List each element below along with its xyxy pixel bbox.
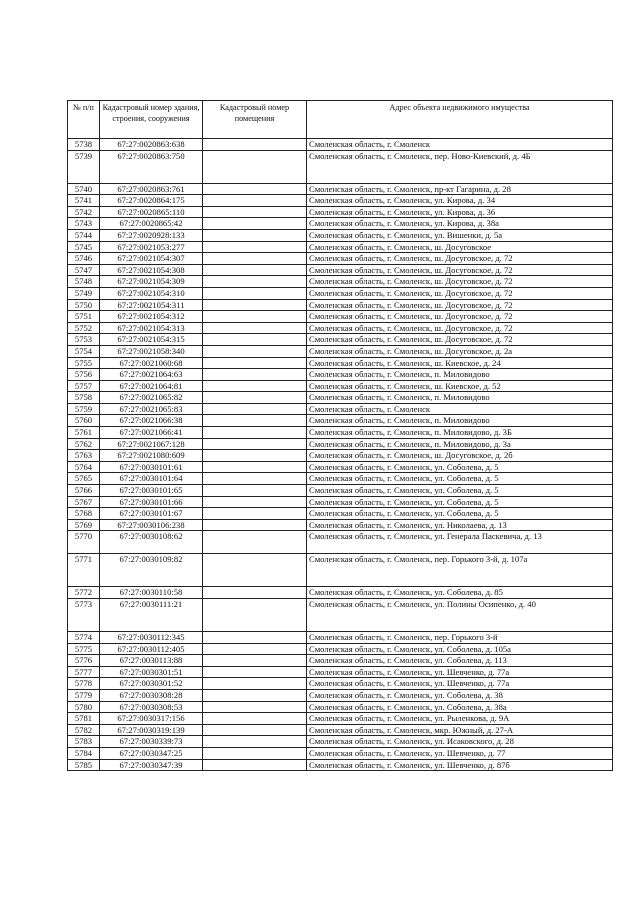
cell-cadastral-room [203,632,307,644]
table-row [68,345,613,357]
cell-cadastral-building: 67:27:0030101:65 [100,485,203,497]
cell-cadastral-room [203,587,307,599]
cell-cadastral-room [203,519,307,531]
table-row [68,759,613,771]
cell-address: Смоленская область, г. Смоленск, ш. Киевское, д. 52 [307,380,613,392]
table-row [68,195,613,207]
cell-cadastral-room [203,655,307,667]
cell-cadastral-room [203,369,307,381]
cell-cadastral-building: 67:27:0021064:63 [100,369,203,381]
cell-number: 5743 [68,218,100,230]
cell-cadastral-building: 67:27:0021066:38 [100,415,203,427]
cell-address: Смоленская область, г. Смоленск, ш. Досуговское, д. 72 [307,253,613,265]
cell-number: 5766 [68,485,100,497]
cell-number: 5757 [68,380,100,392]
cell-cadastral-room [203,264,307,276]
cell-number: 5780 [68,701,100,713]
table-row [68,139,613,151]
table-row [68,380,613,392]
cell-cadastral-room [203,678,307,690]
table-row [68,450,613,462]
table-row [68,311,613,323]
cell-address: Смоленская область, г. Смоленск, ул. Вишенки, д. 5а [307,229,613,241]
cell-number: 5774 [68,632,100,644]
cell-address: Смоленская область, г. Смоленск, ш. Киевское, д. 24 [307,357,613,369]
cell-cadastral-room [203,461,307,473]
cell-address: Смоленская область, г. Смоленск, ш. Досуговское, д. 72 [307,322,613,334]
cell-address: Смоленская область, г. Смоленск, ул. Соболева, д. 5 [307,485,613,497]
cell-address: Смоленская область, г. Смоленск, ул. Соболева, д. 5 [307,496,613,508]
cell-cadastral-room [203,287,307,299]
cell-address: Смоленская область, г. Смоленск, пр-кт Гагарина, д. 28 [307,183,613,195]
cell-address: Смоленская область, г. Смоленск, п. Миловидово, д. 3а [307,438,613,450]
cell-address: Смоленская область, г. Смоленск, ш. Досуговское, д. 72 [307,287,613,299]
table-row [68,485,613,497]
cell-cadastral-room [203,206,307,218]
table-row [68,461,613,473]
cell-address: Смоленская область, г. Смоленск, п. Миловидово, д. 3Б [307,427,613,439]
cell-address: Смоленская область, г. Смоленск, п. Миловидово [307,392,613,404]
table-row [68,508,613,520]
cell-cadastral-room [203,403,307,415]
table-row [68,415,613,427]
cell-number: 5752 [68,322,100,334]
cell-number: 5775 [68,643,100,655]
cell-number: 5767 [68,496,100,508]
cell-cadastral-room [203,599,307,632]
cell-address: Смоленская область, г. Смоленск, ш. Досуговское, д. 2а [307,345,613,357]
table-row [68,724,613,736]
cell-cadastral-building: 67:27:0021060:68 [100,357,203,369]
cell-number: 5740 [68,183,100,195]
cell-number: 5760 [68,415,100,427]
cell-cadastral-room [203,241,307,253]
cell-address: Смоленская область, г. Смоленск, ул. Кирова, д. 38а [307,218,613,230]
cell-cadastral-room [203,485,307,497]
cell-number: 5746 [68,253,100,265]
cell-address: Смоленская область, г. Смоленск, пер. Горького 3-й [307,632,613,644]
cell-cadastral-room [203,345,307,357]
table-row [68,392,613,404]
cell-address: Смоленская область, г. Смоленск, ул. Соболева, д. 38а [307,701,613,713]
cell-cadastral-building: 67:27:0021064:81 [100,380,203,392]
cell-cadastral-room [203,643,307,655]
table-row [68,587,613,599]
table-row [68,655,613,667]
table-row [68,473,613,485]
cell-address: Смоленская область, г. Смоленск, ш. Досуговское, д. 72 [307,334,613,346]
cell-number: 5762 [68,438,100,450]
cell-number: 5784 [68,747,100,759]
table-row [68,403,613,415]
table-row [68,531,613,554]
cell-cadastral-room [203,736,307,748]
cell-cadastral-room [203,759,307,771]
cell-number: 5783 [68,736,100,748]
cell-cadastral-room [203,195,307,207]
cell-cadastral-room [203,253,307,265]
cell-cadastral-room [203,531,307,554]
cell-number: 5769 [68,519,100,531]
table-row [68,427,613,439]
cell-cadastral-building: 67:27:0020863:638 [100,139,203,151]
cell-address: Смоленская область, г. Смоленск [307,403,613,415]
cell-cadastral-building: 67:27:0030111:21 [100,599,203,632]
table-row [68,519,613,531]
cell-cadastral-room [203,150,307,183]
cell-address: Смоленская область, г. Смоленск, ул. Шевченко, д. 77 [307,747,613,759]
cell-cadastral-building: 67:27:0021054:312 [100,311,203,323]
cell-cadastral-building: 67:27:0030109:82 [100,554,203,587]
cell-number: 5776 [68,655,100,667]
cell-number: 5771 [68,554,100,587]
cell-address: Смоленская область, г. Смоленск, ул. Рыленкова, д. 9А [307,713,613,725]
cell-cadastral-room [203,139,307,151]
cell-number: 5785 [68,759,100,771]
table-row [68,334,613,346]
cell-address: Смоленская область, г. Смоленск, ул. Шевченко, д. 77а [307,666,613,678]
table-row [68,599,613,632]
cell-cadastral-room [203,357,307,369]
cell-number: 5751 [68,311,100,323]
cell-number: 5770 [68,531,100,554]
cell-number: 5758 [68,392,100,404]
cell-number: 5754 [68,345,100,357]
cell-address: Смоленская область, г. Смоленск, мкр. Южный, д. 27-А [307,724,613,736]
cell-cadastral-building: 67:27:0021067:128 [100,438,203,450]
cell-number: 5778 [68,678,100,690]
cell-cadastral-room [203,554,307,587]
cell-cadastral-building: 67:27:0030347:39 [100,759,203,771]
cell-number: 5738 [68,139,100,151]
cell-cadastral-room [203,473,307,485]
table-row [68,643,613,655]
cell-cadastral-building: 67:27:0030112:405 [100,643,203,655]
cell-cadastral-building: 67:27:0030101:66 [100,496,203,508]
cell-cadastral-building: 67:27:0030101:61 [100,461,203,473]
cell-cadastral-room [203,438,307,450]
cell-address: Смоленская область, г. Смоленск, пер. Горького 3-й, д. 107а [307,554,613,587]
cell-cadastral-building: 67:27:0020865:110 [100,206,203,218]
table-row [68,736,613,748]
table-row [68,229,613,241]
cell-cadastral-building: 67:27:0030347:25 [100,747,203,759]
table-row [68,496,613,508]
cell-cadastral-room [203,218,307,230]
table-row [68,747,613,759]
table-row [68,218,613,230]
cell-address: Смоленская область, г. Смоленск, ул. Исаковского, д. 28 [307,736,613,748]
cell-number: 5739 [68,150,100,183]
header-cadastral-building: Кадастровый номер здания, строения, сооружения [100,101,203,139]
cell-number: 5753 [68,334,100,346]
cell-cadastral-building: 67:27:0020928:133 [100,229,203,241]
cell-cadastral-building: 67:27:0021065:83 [100,403,203,415]
cell-address: Смоленская область, г. Смоленск, ш. Досуговское, д. 72 [307,311,613,323]
cell-number: 5768 [68,508,100,520]
cell-number: 5763 [68,450,100,462]
cell-cadastral-room [203,229,307,241]
cell-number: 5777 [68,666,100,678]
cell-cadastral-building: 67:27:0030112:345 [100,632,203,644]
table-header-row [68,101,613,139]
cell-cadastral-building: 67:27:0030301:51 [100,666,203,678]
cell-cadastral-building: 67:27:0030101:64 [100,473,203,485]
table-row [68,438,613,450]
cell-address: Смоленская область, г. Смоленск, ул. Полины Осипенко, д. 40 [307,599,613,632]
cell-cadastral-building: 67:27:0021054:311 [100,299,203,311]
cell-cadastral-room [203,508,307,520]
table-row [68,678,613,690]
cell-cadastral-room [203,450,307,462]
cell-cadastral-building: 67:27:0021066:41 [100,427,203,439]
cell-cadastral-building: 67:27:0030308:53 [100,701,203,713]
cell-cadastral-building: 67:27:0030113:88 [100,655,203,667]
cell-number: 5782 [68,724,100,736]
cell-address: Смоленская область, г. Смоленск, ул. Кирова, д. 34 [307,195,613,207]
cell-cadastral-room [203,666,307,678]
header-number: № п/п [68,101,100,139]
property-table [67,100,613,771]
table-row [68,632,613,644]
cell-address: Смоленская область, г. Смоленск, ул. Соболева, д. 5 [307,461,613,473]
cell-cadastral-building: 67:27:0030110:58 [100,587,203,599]
cell-number: 5755 [68,357,100,369]
cell-address: Смоленская область, г. Смоленск, п. Миловидово [307,369,613,381]
table-row [68,299,613,311]
cell-cadastral-building: 67:27:0020864:175 [100,195,203,207]
cell-address: Смоленская область, г. Смоленск, ул. Соболева, д. 105а [307,643,613,655]
table-row [68,264,613,276]
cell-cadastral-building: 67:27:0030108:62 [100,531,203,554]
cell-cadastral-building: 67:27:0021058:340 [100,345,203,357]
table-row [68,150,613,183]
cell-cadastral-room [203,689,307,701]
cell-cadastral-room [203,276,307,288]
cell-address: Смоленская область, г. Смоленск, пер. Ново-Киевский, д. 4Б [307,150,613,183]
cell-address: Смоленская область, г. Смоленск, ул. Генерала Паскевича, д. 13 [307,531,613,554]
table-row [68,206,613,218]
cell-address: Смоленская область, г. Смоленск, ул. Шевченко, д. 87б [307,759,613,771]
table-row [68,357,613,369]
table-row [68,689,613,701]
cell-cadastral-building: 67:27:0030301:52 [100,678,203,690]
cell-cadastral-building: 67:27:0030319:139 [100,724,203,736]
cell-cadastral-building: 67:27:0030106:238 [100,519,203,531]
cell-number: 5744 [68,229,100,241]
header-cadastral-room: Кадастровый номер помещения [203,101,307,139]
cell-number: 5761 [68,427,100,439]
cell-number: 5759 [68,403,100,415]
table-row [68,713,613,725]
cell-address: Смоленская область, г. Смоленск, ш. Досуговское, д. 72 [307,276,613,288]
cell-number: 5779 [68,689,100,701]
cell-number: 5765 [68,473,100,485]
cell-cadastral-room [203,299,307,311]
cell-cadastral-room [203,183,307,195]
cell-cadastral-building: 67:27:0020863:750 [100,150,203,183]
cell-number: 5741 [68,195,100,207]
cell-number: 5748 [68,276,100,288]
table-row [68,554,613,587]
table-row [68,322,613,334]
cell-number: 5745 [68,241,100,253]
table-row [68,701,613,713]
cell-cadastral-building: 67:27:0021054:315 [100,334,203,346]
cell-cadastral-building: 67:27:0021053:277 [100,241,203,253]
cell-cadastral-room [203,427,307,439]
cell-address: Смоленская область, г. Смоленск, ул. Кирова, д. 36 [307,206,613,218]
cell-address: Смоленская область, г. Смоленск, ул. Шевченко, д. 77а [307,678,613,690]
cell-number: 5750 [68,299,100,311]
cell-cadastral-room [203,322,307,334]
cell-cadastral-room [203,724,307,736]
cell-cadastral-room [203,747,307,759]
table-row [68,183,613,195]
cell-address: Смоленская область, г. Смоленск, ш. Досуговское, д. 2б [307,450,613,462]
cell-address: Смоленская область, г. Смоленск, ул. Соболева, д. 38 [307,689,613,701]
cell-address: Смоленская область, г. Смоленск, ул. Соболева, д. 5 [307,508,613,520]
cell-address: Смоленская область, г. Смоленск [307,139,613,151]
cell-address: Смоленская область, г. Смоленск, ул. Соболева, д. 85 [307,587,613,599]
cell-address: Смоленская область, г. Смоленск, п. Миловидово [307,415,613,427]
cell-address: Смоленская область, г. Смоленск, ш. Досуговское [307,241,613,253]
table-body [68,139,613,771]
cell-cadastral-building: 67:27:0021080:609 [100,450,203,462]
cell-number: 5772 [68,587,100,599]
cell-address: Смоленская область, г. Смоленск, ул. Николаева, д. 13 [307,519,613,531]
table-row [68,287,613,299]
cell-number: 5749 [68,287,100,299]
cell-number: 5742 [68,206,100,218]
cell-cadastral-building: 67:27:0030308:28 [100,689,203,701]
cell-number: 5764 [68,461,100,473]
table-row [68,369,613,381]
cell-cadastral-building: 67:27:0030339:73 [100,736,203,748]
cell-number: 5747 [68,264,100,276]
cell-cadastral-building: 67:27:0020865:42 [100,218,203,230]
cell-cadastral-building: 67:27:0021054:307 [100,253,203,265]
cell-cadastral-building: 67:27:0030101:67 [100,508,203,520]
cell-address: Смоленская область, г. Смоленск, ул. Соболева, д. 5 [307,473,613,485]
cell-cadastral-room [203,701,307,713]
table-row [68,276,613,288]
cell-cadastral-building: 67:27:0021054:313 [100,322,203,334]
cell-cadastral-building: 67:27:0021054:309 [100,276,203,288]
cell-cadastral-building: 67:27:0030317:156 [100,713,203,725]
cell-address: Смоленская область, г. Смоленск, ш. Досуговское, д. 72 [307,264,613,276]
cell-cadastral-room [203,713,307,725]
table-row [68,666,613,678]
cell-cadastral-room [203,392,307,404]
cell-cadastral-building: 67:27:0021054:308 [100,264,203,276]
table-row [68,241,613,253]
cell-cadastral-room [203,311,307,323]
cell-address: Смоленская область, г. Смоленск, ш. Досуговское, д. 72 [307,299,613,311]
cell-cadastral-room [203,334,307,346]
header-address: Адрес объекта недвижимого имущества [307,101,613,139]
cell-cadastral-room [203,415,307,427]
cell-address: Смоленская область, г. Смоленск, ул. Соболева, д. 113 [307,655,613,667]
cell-cadastral-building: 67:27:0021065:82 [100,392,203,404]
cell-cadastral-room [203,496,307,508]
cell-cadastral-building: 67:27:0020863:761 [100,183,203,195]
cell-number: 5756 [68,369,100,381]
cell-cadastral-building: 67:27:0021054:310 [100,287,203,299]
cell-cadastral-room [203,380,307,392]
cell-number: 5781 [68,713,100,725]
cell-number: 5773 [68,599,100,632]
table-row [68,253,613,265]
